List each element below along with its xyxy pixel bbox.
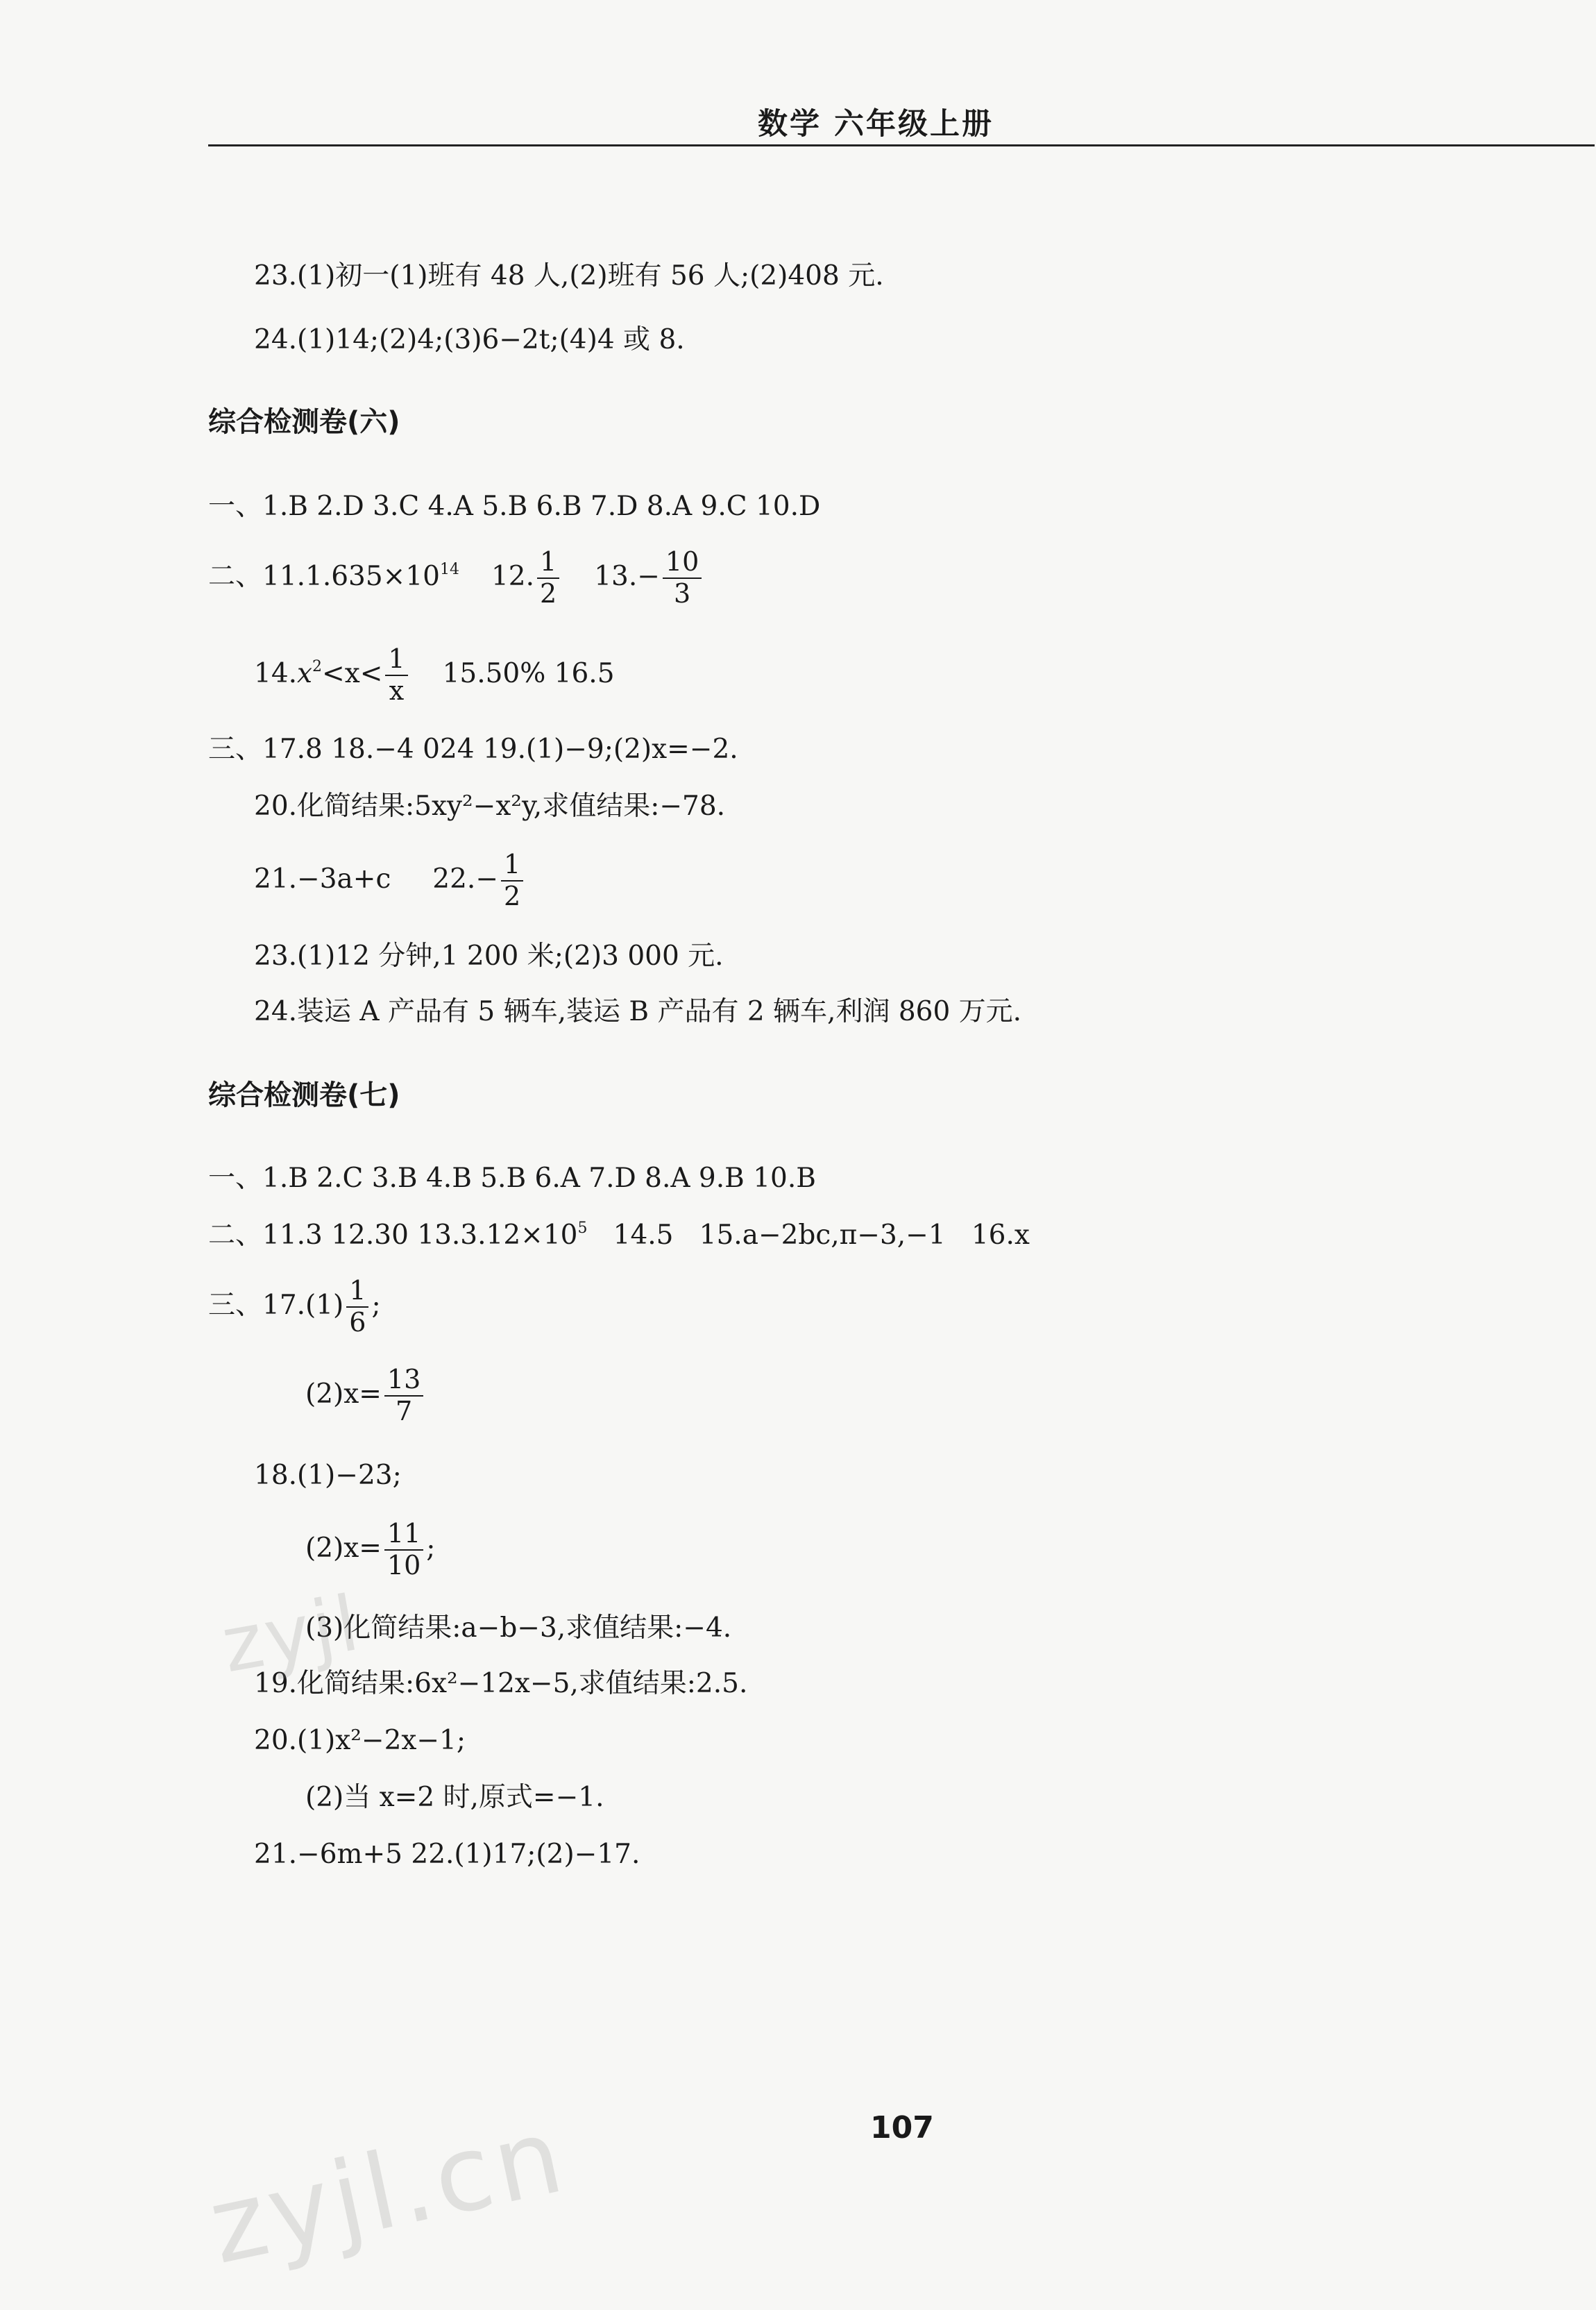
page-number: 107 [870,2110,934,2145]
s7-q17a [208,1277,381,1337]
s6-q12-label: 12. [491,560,535,592]
s6-fill-row-2 [254,643,615,706]
answer-23-prev: 23.(1)初一(1)班有 48 人,(2)班有 56 人;(2)408 元. [254,260,884,292]
watermark-mid: zyjl [215,1578,368,1690]
s7-q18b-tail: ; [426,1532,436,1564]
s7-q13-exponent: 5 [577,1220,588,1237]
s6-q13-fraction [663,548,702,608]
section-title-7: 综合检测卷(七) [208,1079,400,1111]
s7-q17b-numerator: 13 [384,1366,423,1397]
s6-q11-mantissa: 1.635×10 [305,560,440,592]
s7-q17-numerator: 1 [346,1277,368,1308]
s6-q12-fraction [537,548,559,608]
s7-q17b-denominator: 7 [396,1395,413,1426]
section-title-6: 综合检测卷(六) [208,406,400,438]
s7-q19: 19.化简结果:6x²−12x−5,求值结果:2.5. [254,1668,748,1699]
s6-fill-prefix: 二、11. [208,560,306,592]
s6-q22-numerator: 1 [501,851,523,882]
s6-q14-base: x [297,657,313,689]
s7-q17b-fraction [384,1366,423,1426]
s7-q17-tail: ; [371,1289,381,1321]
s6-q14-fraction [385,643,407,706]
s6-q24: 24.装运 A 产品有 5 辆车,装运 B 产品有 2 辆车,利润 860 万元. [254,996,1022,1027]
s6-q13-denominator: 3 [673,578,691,609]
s7-q17-fraction [346,1277,368,1337]
s6-q17-19: 三、17.8 18.−4 024 19.(1)−9;(2)x=−2. [208,734,738,765]
s6-q14-exponent: 2 [312,657,323,675]
s7-q17-denominator: 6 [349,1306,366,1338]
s7-fill-a: 二、11.3 12.30 13.3.12×10 [208,1220,578,1251]
s6-q12-numerator: 1 [537,548,559,579]
s7-q18b-label: (2)x= [305,1532,382,1564]
s6-q21: 21.−3a+c [254,863,391,895]
s6-q15-16: 15.50% 16.5 [442,657,615,689]
s6-q11-exponent: 14 [439,560,459,578]
s6-q13-label: 13.− [594,560,660,592]
s7-q18c: (3)化简结果:a−b−3,求值结果:−4. [305,1612,732,1644]
s7-q17b [305,1366,426,1426]
s7-q18b [305,1520,435,1580]
s7-q18b-numerator: 11 [384,1520,423,1551]
s6-q20: 20.化简结果:5xy²−x²y,求值结果:−78. [254,791,726,822]
s7-multiple-choice: 一、1.B 2.C 3.B 4.B 5.B 6.A 7.D 8.A 9.B 10.B [208,1163,816,1194]
s6-multiple-choice: 一、1.B 2.D 3.C 4.A 5.B 6.B 7.D 8.A 9.C 10.D [208,491,821,522]
answer-24-prev: 24.(1)14;(2)4;(3)6−2t;(4)4 或 8. [254,324,685,355]
s7-q18b-denominator: 10 [387,1549,421,1580]
s7-q17b-label: (2)x= [305,1378,382,1410]
watermark: zyjl.cn [199,2095,577,2288]
s7-q20a: 20.(1)x²−2x−1; [254,1725,466,1756]
s7-q20b: (2)当 x=2 时,原式=−1. [305,1782,604,1813]
s6-q12-denominator: 2 [540,578,557,609]
s7-q18b-fraction [384,1520,423,1580]
s6-q22-fraction [501,851,523,911]
s6-q14-middle: <x< [322,657,383,689]
page-header-title: 数学 六年级上册 [758,107,994,142]
s6-q14-numerator: 1 [385,646,407,676]
s6-q21-22 [254,851,526,911]
s6-q22-denominator: 2 [504,880,521,911]
s6-q14-label: 14. [254,657,298,689]
s6-q22-label: 22.− [432,863,498,895]
s6-q23: 23.(1)12 分钟,1 200 米;(2)3 000 元. [254,941,724,972]
s6-fill-row-1 [208,548,704,608]
header-rule [208,144,1595,146]
s7-fill-b: 14.5 15.a−2bc,π−3,−1 16.x [587,1220,1030,1251]
s7-q18a: 18.(1)−23; [254,1460,402,1491]
s6-q13-numerator: 10 [663,548,702,579]
s7-q17-label: 三、17.(1) [208,1289,344,1321]
s6-q14-denominator: x [389,675,405,706]
s7-q21-22: 21.−6m+5 22.(1)17;(2)−17. [254,1839,640,1870]
s7-fill-row [208,1222,1030,1249]
